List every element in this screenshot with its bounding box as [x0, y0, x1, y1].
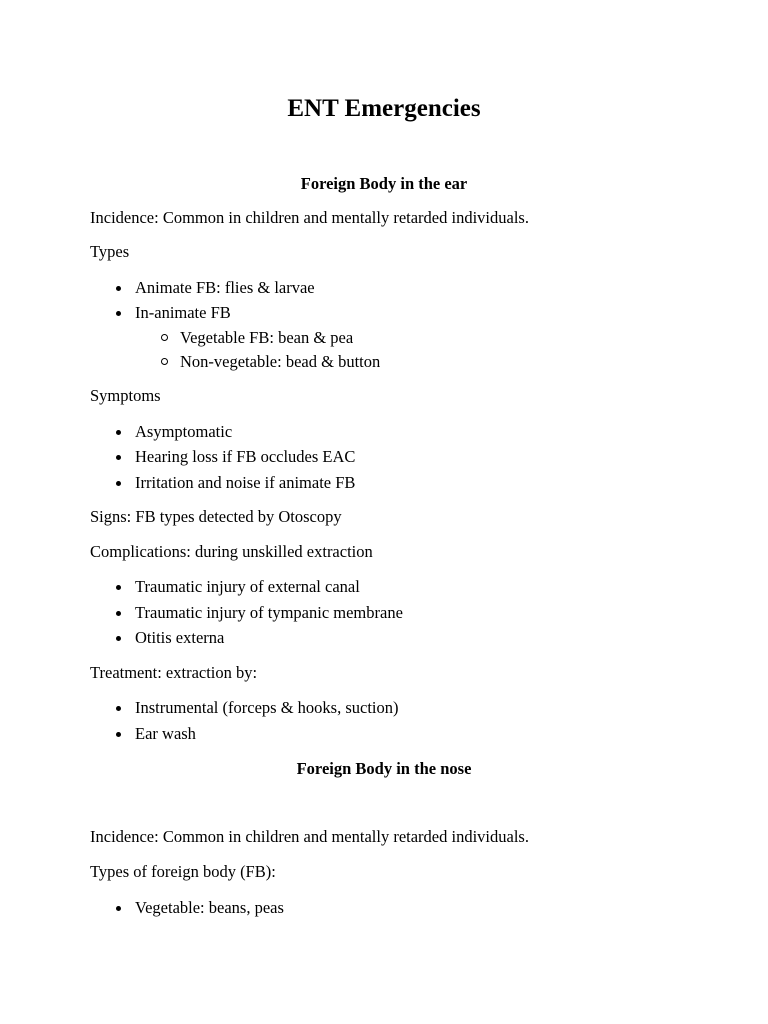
ear-treatment-item: Instrumental (forceps & hooks, suction)	[135, 698, 399, 717]
bullet-icon	[113, 627, 123, 641]
ear-symptom-item: Irritation and noise if animate FB	[135, 473, 356, 492]
list-item	[135, 277, 735, 299]
ear-symptom-item: Hearing loss if FB occludes EAC	[135, 447, 356, 466]
document-title: ENT Emergencies	[287, 95, 481, 122]
list-item	[135, 723, 735, 745]
list-item	[135, 576, 735, 598]
ear-type-item: Animate FB: flies & larvae	[135, 278, 315, 297]
bullet-icon	[113, 446, 123, 460]
ear-type-item: In-animate FB	[135, 303, 231, 322]
ear-complications-label: Complications: during unskilled extraction	[90, 542, 373, 561]
hollow-bullet-icon	[159, 351, 169, 365]
ear-symptoms-label: Symptoms	[90, 386, 161, 405]
bullet-icon	[113, 897, 123, 911]
list-item	[135, 602, 735, 624]
ear-types-label: Types	[90, 242, 130, 261]
ear-incidence: Incidence: Common in children and mentally retarded individuals.	[90, 208, 529, 227]
nose-incidence: Incidence: Common in children and mentally retarded individuals.	[90, 827, 529, 846]
hollow-bullet-icon	[159, 327, 169, 341]
ear-complication-item: Traumatic injury of external canal	[135, 577, 360, 596]
ear-treatment-label: Treatment: extraction by:	[90, 663, 258, 682]
bullet-icon	[113, 472, 123, 486]
bullet-icon	[113, 723, 123, 737]
list-item	[135, 446, 735, 468]
bullet-icon	[113, 576, 123, 590]
nose-type-item: Vegetable: beans, peas	[135, 898, 284, 917]
sub-list-item	[180, 351, 740, 373]
list-item	[135, 421, 735, 443]
sub-list-item	[180, 327, 740, 349]
list-item	[135, 627, 735, 649]
ear-complication-item: Traumatic injury of tympanic membrane	[135, 603, 403, 622]
ear-complication-item: Otitis externa	[135, 628, 225, 647]
bullet-icon	[113, 302, 123, 316]
bullet-icon	[113, 277, 123, 291]
ear-signs: Signs: FB types detected by Otoscopy	[90, 507, 342, 526]
nose-types-label: Types of foreign body (FB):	[90, 862, 276, 881]
ear-inanimate-subtype: Vegetable FB: bean & pea	[180, 328, 354, 347]
list-item	[135, 697, 735, 719]
bullet-icon	[113, 602, 123, 616]
bullet-icon	[113, 421, 123, 435]
list-item	[135, 302, 735, 324]
ear-treatment-item: Ear wash	[135, 724, 196, 743]
ear-symptom-item: Asymptomatic	[135, 422, 233, 441]
section-heading-ear: Foreign Body in the ear	[300, 174, 468, 193]
section-heading-nose: Foreign Body in the nose	[296, 759, 472, 778]
list-item	[135, 472, 735, 494]
bullet-icon	[113, 697, 123, 711]
list-item	[135, 897, 735, 919]
ear-inanimate-subtype: Non-vegetable: bead & button	[180, 352, 381, 371]
